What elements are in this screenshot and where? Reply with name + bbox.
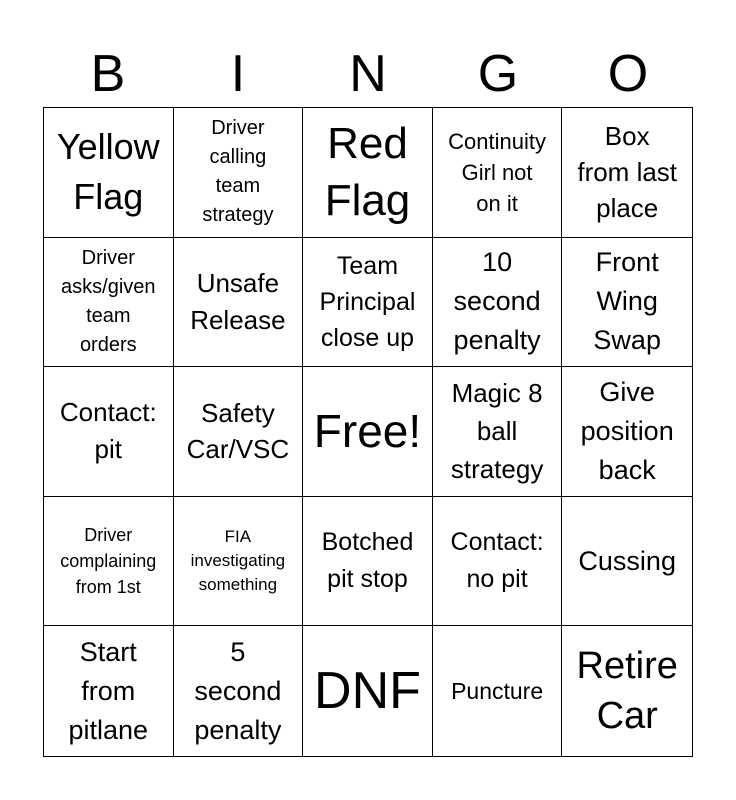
- cell-label: Puncture: [451, 678, 544, 705]
- bingo-cell-i4[interactable]: [174, 497, 304, 627]
- bingo-cell-i2[interactable]: [174, 238, 304, 368]
- bingo-cell-n1[interactable]: [303, 108, 433, 238]
- bingo-cell-i1[interactable]: [174, 108, 304, 238]
- bingo-cell-o3[interactable]: [562, 367, 692, 497]
- cell-label: Continuity Girl not on it: [448, 128, 547, 216]
- bingo-cell-b4[interactable]: [44, 497, 174, 627]
- bingo-cell-b3[interactable]: [44, 367, 174, 497]
- bingo-cell-o5[interactable]: [562, 626, 692, 756]
- bingo-cell-b2[interactable]: [44, 238, 174, 368]
- cell-label: Yellow Flag: [56, 126, 160, 218]
- cell-label: Give position back: [580, 376, 674, 485]
- bingo-cell-g4[interactable]: [433, 497, 563, 627]
- cell-label: FIA investigating something: [190, 527, 286, 595]
- header-letter-b: B: [90, 45, 126, 103]
- cell-label: 10 second penalty: [453, 247, 541, 356]
- cell-label: Driver complaining from 1st: [60, 525, 157, 598]
- cell-label: 5 second penalty: [194, 636, 282, 745]
- cell-label: Red Flag: [324, 119, 411, 226]
- header-letter-i: I: [230, 45, 246, 103]
- bingo-cell-g5[interactable]: [433, 626, 563, 756]
- cell-label: Contact: no pit: [450, 528, 544, 594]
- header-letter-o: O: [607, 45, 649, 103]
- bingo-cell-n2[interactable]: [303, 238, 433, 368]
- header-letter-g: G: [477, 45, 519, 103]
- cell-label: Team Principal close up: [319, 251, 416, 352]
- cell-label: Contact: pit: [59, 397, 157, 465]
- bingo-cell-b1[interactable]: [44, 108, 174, 238]
- bingo-cell-n3[interactable]: [303, 367, 433, 497]
- cell-label: Front Wing Swap: [593, 247, 661, 356]
- bingo-cell-o4[interactable]: [562, 497, 692, 627]
- bingo-cell-g1[interactable]: [433, 108, 563, 238]
- bingo-cell-g3[interactable]: [433, 367, 563, 497]
- bingo-cell-g2[interactable]: [433, 238, 563, 368]
- cell-label: Driver calling team strategy: [202, 117, 274, 227]
- bingo-board: [43, 107, 693, 757]
- cell-label: Cussing: [578, 546, 676, 577]
- cell-label: Start from pitlane: [68, 636, 149, 745]
- bingo-header: [43, 40, 693, 108]
- bingo-cell-i3[interactable]: [174, 367, 304, 497]
- header-letter-n: N: [349, 45, 387, 103]
- cell-label: Unsafe Release: [190, 267, 286, 335]
- bingo-cell-b5[interactable]: [44, 626, 174, 756]
- cell-label: DNF: [314, 662, 421, 721]
- cell-label: Magic 8 ball strategy: [450, 378, 544, 485]
- cell-label: Botched pit stop: [321, 528, 414, 594]
- bingo-cell-n5[interactable]: [303, 626, 433, 756]
- bingo-cell-i5[interactable]: [174, 626, 304, 756]
- cell-label: Driver asks/given team orders: [61, 246, 156, 356]
- cell-label: Box from last place: [577, 121, 678, 224]
- bingo-cell-o1[interactable]: [562, 108, 692, 238]
- cell-label: Safety Car/VSC: [186, 398, 290, 465]
- cell-label: Free!: [313, 405, 422, 458]
- cell-label: Retire Car: [576, 645, 678, 738]
- bingo-cell-o2[interactable]: [562, 238, 692, 368]
- bingo-cell-n4[interactable]: [303, 497, 433, 627]
